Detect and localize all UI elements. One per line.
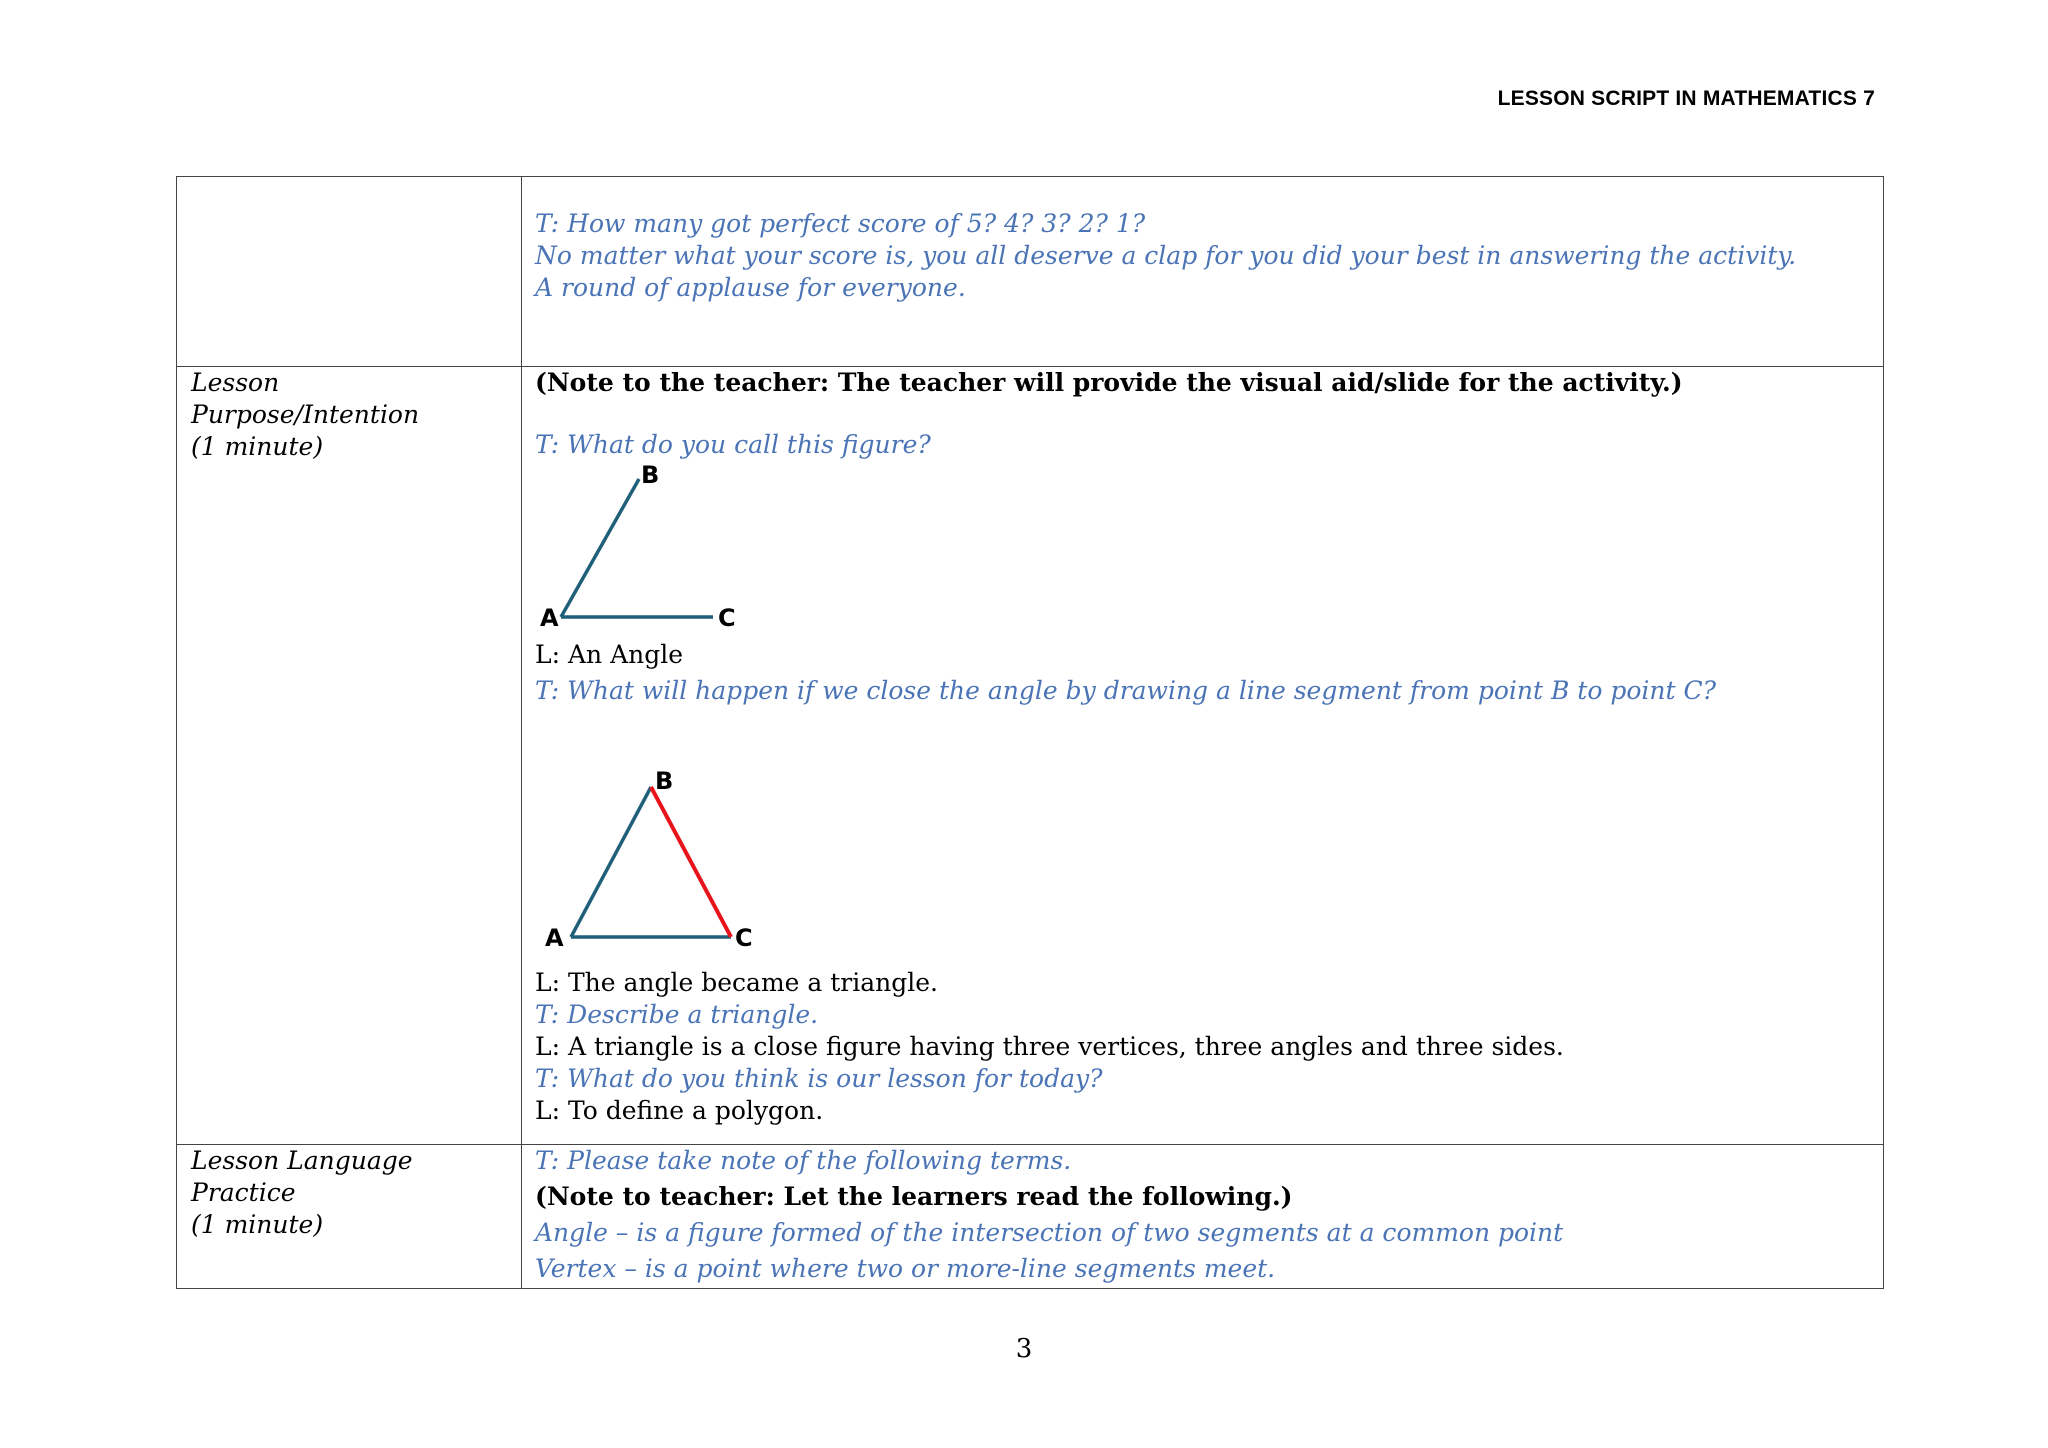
row-label <box>177 1145 522 1289</box>
point-label-a: A <box>545 924 564 952</box>
angle-side-ab <box>561 479 639 617</box>
row-content <box>522 1145 1884 1289</box>
table-row <box>177 177 1884 367</box>
point-label-a: A <box>540 604 559 631</box>
teacher-question: T: What do you think is our lesson for today? <box>535 1064 1103 1093</box>
row-content <box>522 367 1884 1145</box>
row-label <box>177 367 522 1145</box>
teacher-line: A round of applause for everyone. <box>535 273 966 302</box>
point-label-c: C <box>718 604 736 631</box>
teacher-line: T: How many got perfect score of 5? 4? 3? 2? 1? <box>535 209 1146 238</box>
learner-answer: L: The angle became a triangle. <box>535 968 938 997</box>
label-line: Practice <box>191 1178 296 1207</box>
label-line: (1 minute) <box>191 432 324 461</box>
label-line: Lesson <box>191 368 280 397</box>
row-label-empty <box>177 177 522 367</box>
learner-answer: L: To define a polygon. <box>535 1096 824 1125</box>
point-label-b: B <box>641 461 660 489</box>
teacher-note: (Note to the teacher: The teacher will provide the visual aid/slide for the activity.) <box>535 368 1683 397</box>
teacher-question: T: What will happen if we close the angle by drawing a line segment from point B to point C? <box>535 676 1717 705</box>
angle-figure <box>535 461 775 631</box>
table-row <box>177 367 1884 1145</box>
learner-answer: L: An Angle <box>535 640 684 669</box>
point-label-b: B <box>655 767 674 795</box>
teacher-question: T: Describe a triangle. <box>535 1000 819 1029</box>
term-definition: Vertex – is a point where two or more-line segments meet. <box>535 1254 1276 1283</box>
teacher-instruction: T: Please take note of the following terms. <box>535 1146 1072 1175</box>
point-label-c: C <box>735 924 753 952</box>
row-content <box>522 177 1884 367</box>
label-line: Lesson Language <box>191 1146 413 1175</box>
table-row <box>177 1145 1884 1289</box>
teacher-note: (Note to teacher: Let the learners read the following.) <box>535 1182 1293 1211</box>
triangle-figure <box>535 737 795 957</box>
triangle-side-ab <box>571 787 651 937</box>
label-line: Purpose/Intention <box>191 400 420 429</box>
term-definition: Angle – is a figure formed of the intersection of two segments at a common point <box>535 1218 1564 1247</box>
learner-answer: L: A triangle is a close figure having three vertices, three angles and three sides. <box>535 1032 1564 1061</box>
teacher-question: T: What do you call this figure? <box>535 430 931 459</box>
document-header: LESSON SCRIPT IN MATHEMATICS 7 <box>1497 87 1875 110</box>
page-number: 3 <box>1015 1334 1033 1364</box>
label-line: (1 minute) <box>191 1210 324 1239</box>
triangle-side-bc <box>651 787 731 937</box>
lesson-table <box>176 176 1884 1289</box>
teacher-line: No matter what your score is, you all deserve a clap for you did your best in answering the activity. <box>535 241 1797 270</box>
